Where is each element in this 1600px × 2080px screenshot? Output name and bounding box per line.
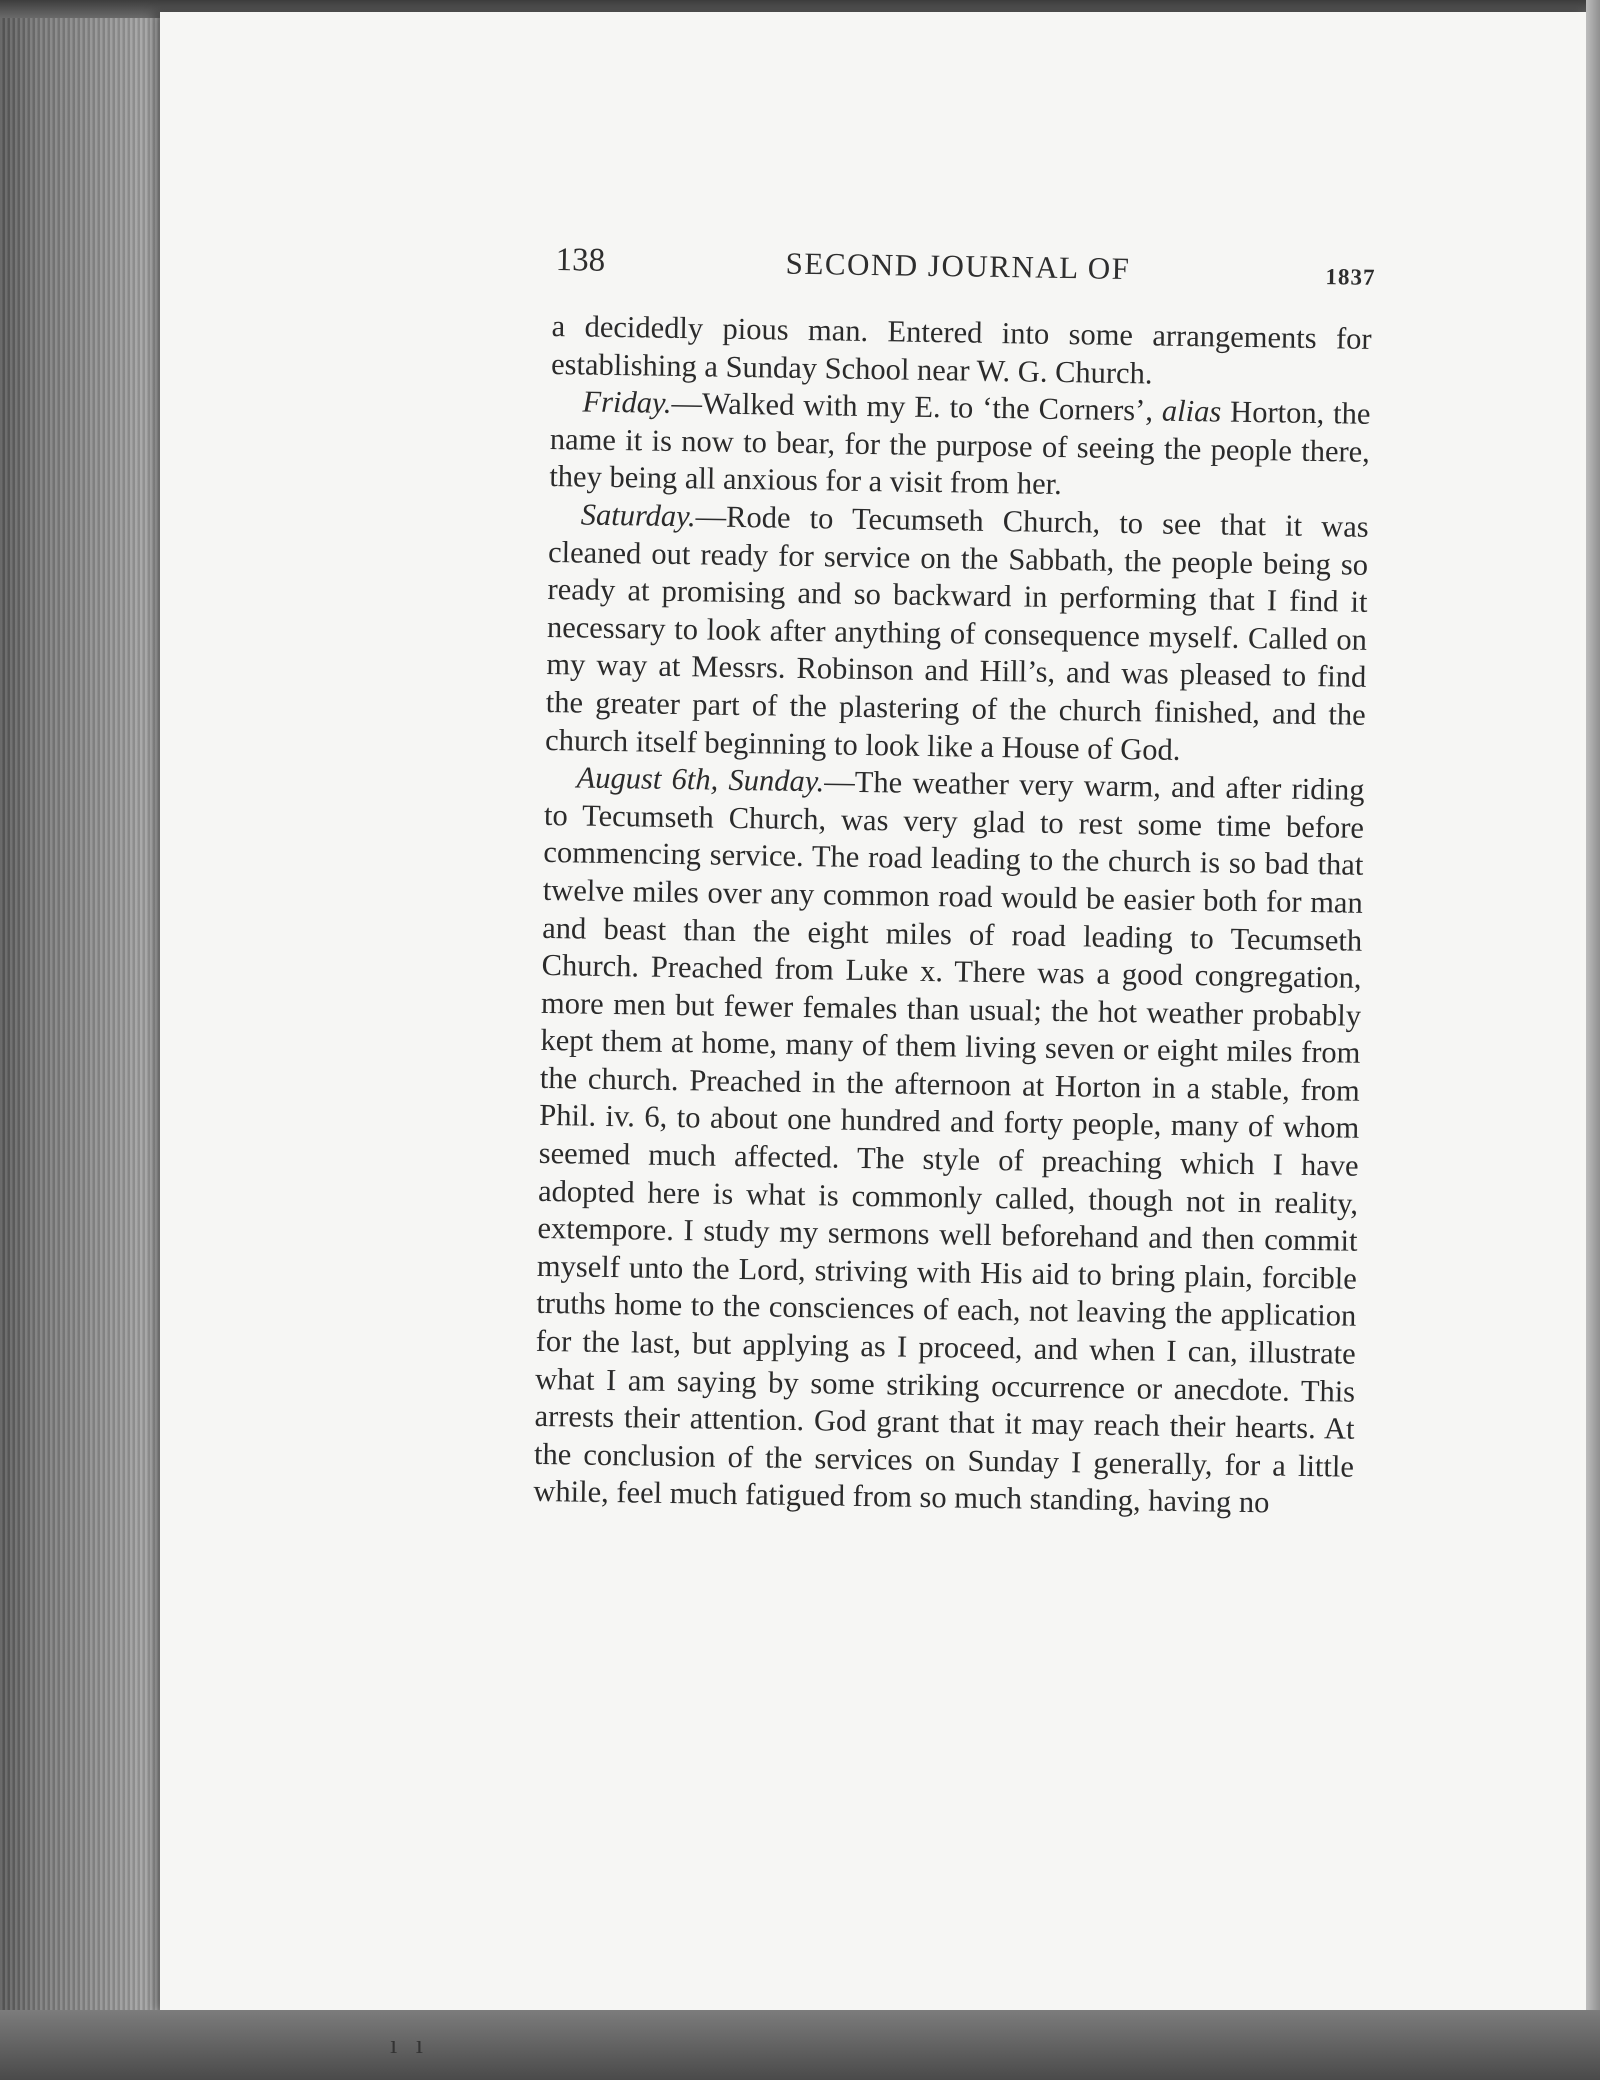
paragraph-saturday xyxy=(545,496,1369,772)
italic-word: alias xyxy=(1161,393,1222,429)
paragraph-text: a decidedly pious man. Entered into some arrangements for establishing a Sunday School near W. G. Church. xyxy=(550,308,1372,391)
paragraph-text-after: Horton, the name it is now to bear, for the purpose of seeing the people there, they being all anxious for a visit from her. xyxy=(549,394,1371,502)
body-text xyxy=(533,308,1372,1524)
running-title: SECOND JOURNAL OF xyxy=(785,245,1131,287)
right-page-edge xyxy=(1586,0,1600,2080)
entry-label: Friday. xyxy=(582,384,672,421)
paragraph-text: —Walked with my E. to ‘the Corners’, xyxy=(671,386,1163,428)
paragraph-friday xyxy=(549,383,1371,509)
paragraph-august-6th xyxy=(533,759,1365,1524)
entry-label: August 6th, Sunday. xyxy=(576,760,825,799)
paragraph-text: —The weather very warm, and after riding to Tecumseth Church, was very glad to rest some time before commencing service. The road leading to the church is so bad that twelve miles over any common road would be easier both for man and beast than the eight miles of road leading to Tecumseth Church. Preached from Luke x. There was a good congregation, more men but fewer females than usual; the hot weather probably kept them at home, many of them living seven or eight miles from the church. Preached in the afternoon at Horton in a stable, from Phil. iv. 6, to about one hundred and forty people, many of whom seemed much affected. The style of preaching which I have adopted here is what is commonly called, though not in reality, extempore. I study my sermons well beforehand and then commit myself unto the Lord, striving with His aid to bring plain, forcible truths home to the consciences of each, not leaving the application for the last, but applying as I proceed, and when I can, illustrate what I am saying by some striking occurrence or anecdote. This arrests their attention. God grant that it may reach their hearts. At the conclusion of the services on Sunday I generally, for a little while, feel much fatigued from so much standing, having no xyxy=(533,764,1365,1520)
paragraph-continuation xyxy=(551,308,1372,396)
entry-label: Saturday. xyxy=(580,497,696,534)
book-page-stack xyxy=(0,0,160,2080)
year-label: 1837 xyxy=(1325,264,1376,290)
footer-marks: ı ı xyxy=(390,2030,429,2059)
paragraph-text: —Rode to Tecumseth Church, to see that it was cleaned out ready for service on the Sabbath, the people being so ready at promising and so backward in performing that I find it necessary to look after anything of consequence myself. Called on my way at Messrs. Robinson and Hill’s, and was pleased to find the greater part of the plastering of the church finished, and the church itself beginning to look like a House of God. xyxy=(544,499,1369,767)
page-number: 138 xyxy=(555,242,606,279)
bottom-shadow xyxy=(0,2010,1600,2080)
